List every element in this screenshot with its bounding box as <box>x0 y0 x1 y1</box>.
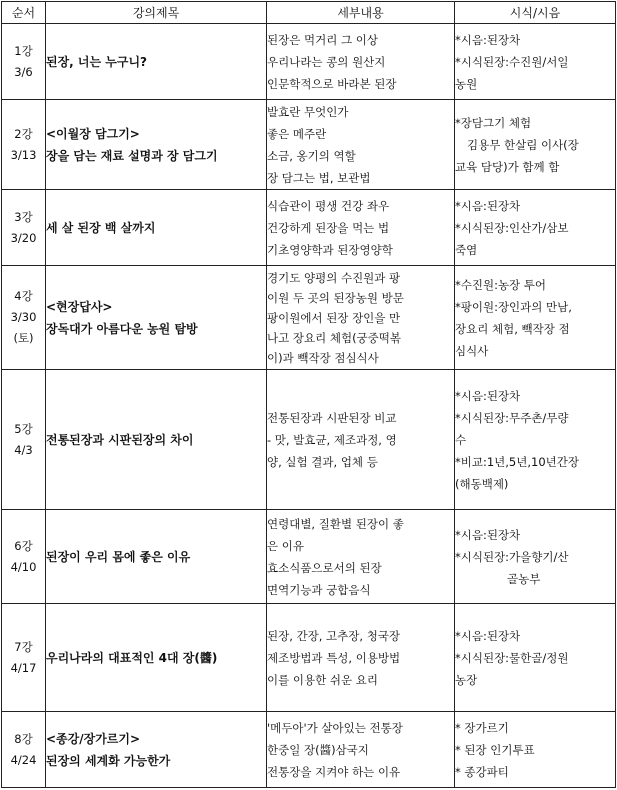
lecture-tasting: *시음:된장차 *시식된장:물한골/정원 농장 <box>455 604 616 712</box>
table-row <box>2 712 616 788</box>
header-detail: 세부내용 <box>267 2 455 24</box>
lecture-detail: 된장, 간장, 고추장, 청국장 제조방법과 특성, 이용방법 이를 이용한 쉬운 요리 <box>267 604 455 712</box>
lecture-tasting: *시음:된장차 *시식된장:가을향기/산 골농부 <box>455 510 616 604</box>
header-row <box>2 2 616 24</box>
table-row <box>2 266 616 370</box>
lecture-detail: 연령대별, 질환별 된장이 좋 은 이유 효소식품으로서의 된장 면역기능과 궁합음식 <box>267 510 455 604</box>
lecture-tasting: *장담그기 체험 김용무 한살림 이사(장 교육 담당)가 함께 함 <box>455 100 616 190</box>
lecture-number: 2강 3/13 <box>2 100 46 190</box>
lecture-title: 된장이 우리 몸에 좋은 이유 <box>46 510 267 604</box>
table-row <box>2 510 616 604</box>
lecture-number: 5강 4/3 <box>2 370 46 510</box>
lecture-detail: 발효란 무엇인가 좋은 메주란 소금, 옹기의 역할 장 담그는 법, 보관법 <box>267 100 455 190</box>
lecture-detail: 식습관이 평생 건강 좌우 건강하게 된장을 먹는 법 기초영양학과 된장영양학 <box>267 190 455 266</box>
lecture-tasting: *시음:된장차 *시식된장:무주촌/무량 수 *비교:1년,5년,10년간장 (해동백제) <box>455 370 616 510</box>
lecture-number: 1강 3/6 <box>2 24 46 100</box>
lecture-tasting: *수진원:농장 투어 *팡이원:장인과의 만남, 장요리 체험, 빽작장 점 심식사 <box>455 266 616 370</box>
lecture-detail: 된장은 먹거리 그 이상 우리나라는 콩의 원산지 인문학적으로 바라본 된장 <box>267 24 455 100</box>
header-tasting: 시식/시음 <box>455 2 616 24</box>
lecture-title: <현장답사> 장독대가 아름다운 농원 탐방 <box>46 266 267 370</box>
lecture-title: 우리나라의 대표적인 4대 장(醬) <box>46 604 267 712</box>
lecture-detail: '메두아'가 살아있는 전통장 한중일 장(醬)삼국지 전통장을 지켜야 하는 이유 <box>267 712 455 788</box>
table-row <box>2 190 616 266</box>
lecture-number: 6강 4/10 <box>2 510 46 604</box>
lecture-tasting: * 장가르기 * 된장 인기투표 * 종강파티 <box>455 712 616 788</box>
lecture-title: 세 살 된장 백 살까지 <box>46 190 267 266</box>
table-row <box>2 24 616 100</box>
lecture-title: <이월장 담그기> 장을 담는 재료 설명과 장 담그기 <box>46 100 267 190</box>
lecture-number: 7강 4/17 <box>2 604 46 712</box>
header-title: 강의제목 <box>46 2 267 24</box>
lecture-detail: 전통된장과 시판된장 비교 - 맛, 발효균, 제조과정, 영 양, 실험 결과, 업체 등 <box>267 370 455 510</box>
table-row <box>2 370 616 510</box>
lecture-title: 전통된장과 시판된장의 차이 <box>46 370 267 510</box>
table-row <box>2 604 616 712</box>
header-no: 순서 <box>2 2 46 24</box>
lecture-detail: 경기도 양평의 수진원과 팡 이원 두 곳의 된장농원 방문 팡이원에서 된장 장인을 만 나고 장요리 체험(궁중떡볶 이)과 빽작장 점심식사 <box>267 266 455 370</box>
lecture-number: 3강 3/20 <box>2 190 46 266</box>
lecture-tasting: *시음:된장차 *시식된장:수진원/서일 농원 <box>455 24 616 100</box>
lecture-schedule-table <box>1 1 616 788</box>
lecture-number: 4강 3/30 (토) <box>2 266 46 370</box>
table-row <box>2 100 616 190</box>
lecture-title: 된장, 너는 누구니? <box>46 24 267 100</box>
lecture-title: <종강/장가르기> 된장의 세계화 가능한가 <box>46 712 267 788</box>
lecture-number: 8강 4/24 <box>2 712 46 788</box>
lecture-tasting: *시음:된장차 *시식된장:인산가/삼보 죽염 <box>455 190 616 266</box>
